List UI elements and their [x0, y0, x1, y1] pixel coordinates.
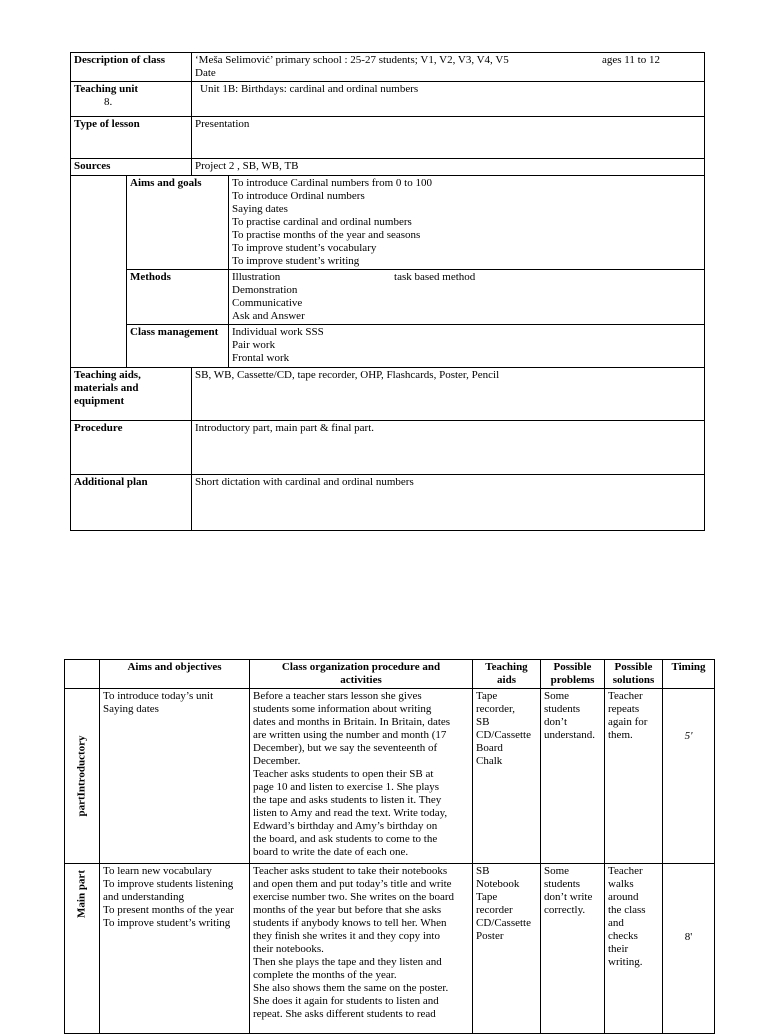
row-activities: [250, 689, 473, 864]
header-activities: [250, 660, 473, 689]
header-aids-line: Teaching: [485, 661, 528, 673]
procedure-header-row: [65, 660, 715, 689]
row-problems: [541, 864, 605, 1034]
header-solutions-line: Possible: [614, 661, 653, 673]
problem-line: correctly.: [544, 904, 586, 916]
activity-line: the board, and ask students to come to the: [253, 833, 438, 845]
aid-line: recorder,: [476, 703, 515, 715]
row-additional-plan: [71, 475, 705, 531]
solution-line: writing.: [608, 956, 643, 968]
activity-line: December.: [253, 755, 301, 767]
activity-line: board to write the date of each one.: [253, 846, 409, 858]
activity-line: their notebooks.: [253, 943, 324, 955]
row-activities: [250, 864, 473, 1034]
activity-line: She does it again for students to listen and: [253, 995, 439, 1007]
aid-line: CD/Cassette: [476, 917, 531, 929]
problem-line: don’t: [544, 716, 568, 728]
teaching-aids-label-cell: [71, 368, 192, 421]
aid-line: Tape: [476, 690, 498, 702]
header-solutions: [605, 660, 663, 689]
methods-list: [229, 270, 705, 325]
description-label: Description of class: [71, 53, 192, 82]
aims-and-goals-label: Aims and goals: [127, 176, 229, 270]
activity-line: listen to Amy and read the text. Write today,: [253, 807, 448, 819]
header-aims: Aims and objectives: [100, 660, 250, 689]
row-aim-line: To improve students listening: [103, 878, 234, 890]
row-solutions: [605, 864, 663, 1034]
aid-line: CD/Cassette: [476, 729, 531, 741]
header-aids-line: aids: [497, 674, 516, 686]
activity-line: Then she plays the tape and they listen and: [253, 956, 442, 968]
teaching-aids-value: SB, WB, Cassette/CD, tape recorder, OHP, Flashcards, Poster, Pencil: [192, 368, 705, 421]
activity-line: page 10 and listen to exercise 1. She plays: [253, 781, 440, 793]
activity-line: Teacher asks student to take their notebooks: [253, 865, 448, 877]
header-activities-line: activities: [340, 674, 382, 686]
row-aids: [473, 689, 541, 864]
aid-line: SB: [476, 865, 490, 877]
aid-line: Board: [476, 742, 503, 754]
type-of-lesson-value: Presentation: [192, 117, 705, 159]
activity-line: are written using the number and month (17: [253, 729, 447, 741]
activity-line: exercise number two. She writes on the board: [253, 891, 454, 903]
activity-line: repeat. She asks different students to read: [253, 1008, 436, 1020]
procedure-row-introductory: [65, 689, 715, 864]
sources-label: Sources: [71, 159, 192, 176]
activity-line: complete the months of the year.: [253, 969, 397, 981]
solution-line: checks: [608, 930, 638, 942]
header-problems-line: Possible: [553, 661, 592, 673]
method-item: Ask and Answer: [232, 310, 305, 322]
management-item: Frontal work: [232, 352, 290, 364]
management-item: Pair work: [232, 339, 276, 351]
solution-line: Teacher: [608, 865, 643, 877]
description-value: ‘Meša Selimović’ primary school : 25-27 students; V1, V2, V3, V4, V5: [195, 54, 509, 66]
class-management-list: [229, 325, 705, 368]
aid-line: Chalk: [476, 755, 503, 767]
header-problems: [541, 660, 605, 689]
activity-line: dates and months in Britain. In Britain, dates: [253, 716, 451, 728]
part-label-cell: [65, 864, 100, 1034]
management-item: Individual work SSS: [232, 326, 324, 338]
description-cell: [192, 53, 705, 82]
row-aims: [100, 689, 250, 864]
solution-line: walks: [608, 878, 634, 890]
teaching-aids-label-line: equipment: [74, 395, 125, 407]
header-problems-line: problems: [550, 674, 595, 686]
additional-plan-label: Additional plan: [71, 475, 192, 531]
activity-line: and open them and put today’s title and write: [253, 878, 452, 890]
method-item: Communicative: [232, 297, 303, 309]
row-aim-line: To present months of the year: [103, 904, 234, 916]
solution-line: repeats: [608, 703, 640, 715]
problem-line: Some: [544, 865, 570, 877]
solution-line: around: [608, 891, 639, 903]
methods-label: Methods: [127, 270, 229, 325]
teaching-unit-value: Unit 1B: Birthdays: cardinal and ordinal numbers: [192, 82, 705, 117]
row-procedure: [71, 421, 705, 475]
header-aids: [473, 660, 541, 689]
solution-line: the class: [608, 904, 646, 916]
row-aims-and-goals: [71, 176, 705, 270]
row-aim-line: To learn new vocabulary: [103, 865, 212, 877]
problem-line: Some: [544, 690, 570, 702]
aid-line: SB: [476, 716, 490, 728]
aim-item: To introduce Ordinal numbers: [232, 190, 365, 202]
row-aim-line: and understanding: [103, 891, 184, 903]
solution-line: again for: [608, 716, 648, 728]
teaching-unit-number: 8.: [104, 96, 113, 108]
method-extra: task based method: [394, 271, 476, 283]
row-aim-line: To improve student’s writing: [103, 917, 231, 929]
activity-line: students some information about writing: [253, 703, 432, 715]
row-aims: [100, 864, 250, 1034]
date-label: Date: [195, 67, 216, 79]
activity-line: they finish she writes it and they copy into: [253, 930, 440, 942]
aim-item: Saying dates: [232, 203, 288, 215]
problem-line: students: [544, 703, 581, 715]
row-methods: [71, 270, 705, 325]
class-management-label: Class management: [127, 325, 229, 368]
ages-text: ages 11 to 12: [602, 54, 660, 66]
problem-line: students: [544, 878, 581, 890]
procedure-row-main: [65, 864, 715, 1034]
header-part-blank: [65, 660, 100, 689]
activity-line: students if anybody knows to tell her. When: [253, 917, 447, 929]
row-type-of-lesson: [71, 117, 705, 159]
row-problems: [541, 689, 605, 864]
row-aim-line: Saying dates: [103, 703, 159, 715]
aim-item: To improve student’s vocabulary: [232, 242, 377, 254]
activity-line: She also shows them the same on the poster.: [253, 982, 449, 994]
aid-line: recorder: [476, 904, 513, 916]
aim-item: To improve student’s writing: [232, 255, 360, 267]
procedure-table: [64, 659, 715, 1034]
teaching-aids-label-line: materials and: [74, 382, 139, 394]
aim-item: To introduce Cardinal numbers from 0 to 100: [232, 177, 432, 189]
header-activities-line: Class organization procedure and: [281, 661, 441, 673]
solution-line: Teacher: [608, 690, 643, 702]
aid-line: Notebook: [476, 878, 520, 890]
part-label: Main part: [75, 870, 88, 918]
procedure-label: Procedure: [71, 421, 192, 475]
method-item: Illustration: [232, 271, 281, 283]
row-aim-line: To introduce today’s unit: [103, 690, 214, 702]
header-solutions-line: solutions: [612, 674, 655, 686]
row-teaching-aids: [71, 368, 705, 421]
teaching-aids-label-line: Teaching aids,: [74, 369, 141, 381]
blank-indent-cell: [71, 176, 127, 368]
row-solutions: [605, 689, 663, 864]
activity-line: December), but we say the seventeenth of: [253, 742, 438, 754]
lesson-plan-table: [70, 52, 705, 531]
solution-line: them.: [608, 729, 633, 741]
activity-line: Edward’s birthday and Amy’s birthday on: [253, 820, 438, 832]
problem-line: don’t write: [544, 891, 593, 903]
row-sources: [71, 159, 705, 176]
sources-value: Project 2 , SB, WB, TB: [192, 159, 705, 176]
row-timing: 8': [663, 864, 715, 1034]
solution-line: their: [608, 943, 629, 955]
row-teaching-unit: [71, 82, 705, 117]
additional-plan-value: Short dictation with cardinal and ordinal numbers: [192, 475, 705, 531]
aim-item: To practise months of the year and seasons: [232, 229, 421, 241]
activity-line: Teacher asks students to open their SB at: [253, 768, 434, 780]
teaching-unit-label: Teaching unit: [74, 83, 139, 95]
aims-and-goals-list: [229, 176, 705, 270]
row-class-management: [71, 325, 705, 368]
aid-line: Poster: [476, 930, 504, 942]
aim-item: To practise cardinal and ordinal numbers: [232, 216, 412, 228]
row-aids: [473, 864, 541, 1034]
type-of-lesson-label: Type of lesson: [71, 117, 192, 159]
activity-line: the tape and asks students to listen it. They: [253, 794, 442, 806]
row-timing: 5': [663, 689, 715, 864]
activity-line: Before a teacher stars lesson she gives: [253, 690, 422, 702]
aid-line: Tape: [476, 891, 498, 903]
method-item: Demonstration: [232, 284, 298, 296]
solution-line: and: [608, 917, 624, 929]
activity-line: months of the year but before that she asks: [253, 904, 442, 916]
row-description: [71, 53, 705, 82]
header-timing: Timing: [663, 660, 715, 689]
part-label-cell: [65, 689, 100, 864]
problem-line: understand.: [544, 729, 596, 741]
part-label: partIntroductory: [75, 735, 88, 817]
teaching-unit-label-cell: [71, 82, 192, 117]
procedure-value: Introductory part, main part & final part.: [192, 421, 705, 475]
